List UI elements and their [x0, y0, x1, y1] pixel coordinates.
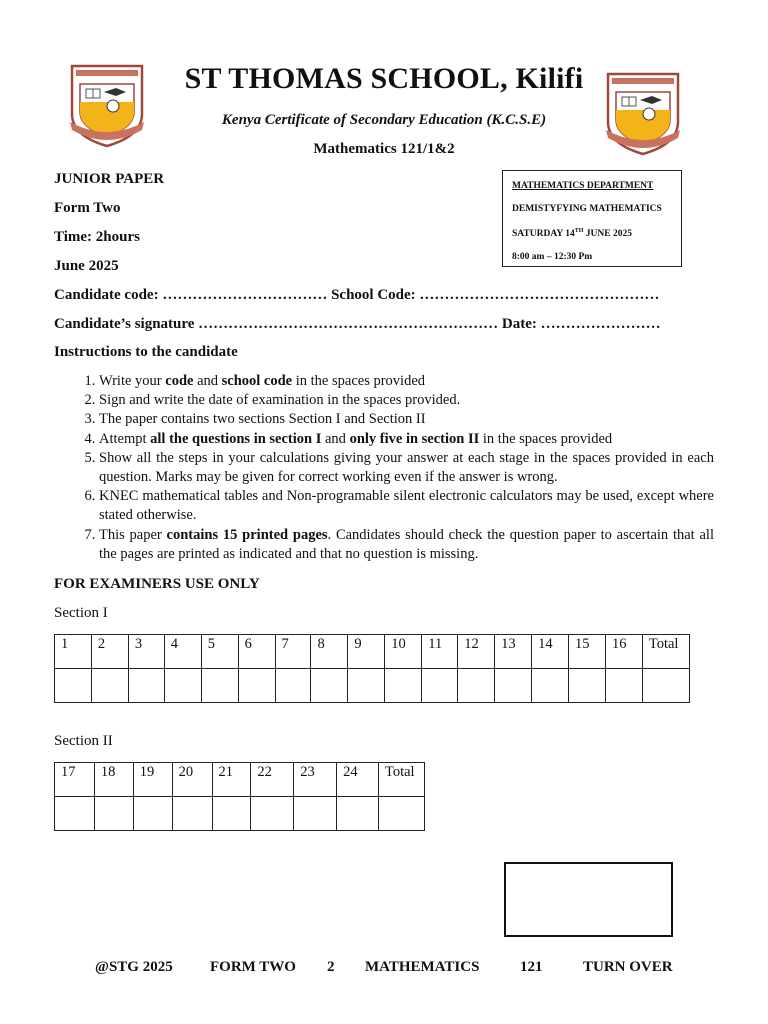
candidate-signature-line[interactable]: Candidate’s signature …………………………………………………… Date: …………………… — [54, 316, 661, 332]
score-cell[interactable] — [164, 669, 201, 703]
question-number-cell: 23 — [294, 763, 337, 797]
score-cell[interactable] — [458, 669, 495, 703]
instructions-heading: Instructions to the candidate — [54, 344, 238, 360]
subject-code: Mathematics 121/1&2 — [313, 141, 455, 157]
score-cell[interactable] — [569, 669, 606, 703]
instruction-item: 1. Write your code and school code in the spaces provided — [99, 372, 714, 391]
score-cell[interactable] — [495, 669, 532, 703]
section2-header-row — [55, 763, 425, 797]
question-number-cell: 15 — [569, 635, 606, 669]
question-number-cell: 12 — [458, 635, 495, 669]
exam-body-title: Kenya Certificate of Secondary Education (K.C.S.E) — [221, 112, 547, 128]
department-name: MATHEMATICS DEPARTMENT — [512, 181, 654, 191]
question-number-cell: 16 — [605, 635, 642, 669]
score-cell[interactable] — [172, 797, 212, 831]
instruction-item: 5. Show all the steps in your calculations giving your answer at each stage in the spaces provided in each question. Marks may be given for correct working even if the answer is wrong. — [99, 449, 714, 487]
footer-code: 121 — [520, 959, 543, 975]
total-score-cell[interactable] — [379, 797, 425, 831]
candidate-code-line[interactable]: Candidate code: …………………………… School Code: ………………………………………… — [54, 287, 660, 303]
question-number-cell: 9 — [348, 635, 385, 669]
page-footer — [95, 959, 673, 976]
question-number-cell: 14 — [532, 635, 569, 669]
score-cell[interactable] — [94, 797, 133, 831]
score-cell[interactable] — [294, 797, 337, 831]
form-level: Form Two — [54, 200, 121, 216]
instruction-item: 2. Sign and write the date of examination in the spaces provided. — [99, 391, 714, 410]
total-header-cell: Total — [379, 763, 425, 797]
score-cell[interactable] — [422, 669, 458, 703]
score-cell[interactable] — [91, 669, 128, 703]
score-cell[interactable] — [212, 797, 251, 831]
question-number-cell: 13 — [495, 635, 532, 669]
score-cell[interactable] — [55, 669, 92, 703]
exam-date: June 2025 — [54, 258, 119, 274]
footer-copyright: @STG 2025 — [95, 959, 173, 975]
question-number-cell: 22 — [251, 763, 294, 797]
total-marks-box[interactable] — [504, 862, 673, 937]
question-number-cell: 19 — [133, 763, 172, 797]
section1-score-table — [54, 634, 690, 703]
footer-page-number: 2 — [327, 959, 335, 975]
section2-score-table — [54, 762, 425, 831]
question-number-cell: 7 — [275, 635, 311, 669]
footer-turn-over: TURN OVER — [583, 959, 673, 975]
question-number-cell: 21 — [212, 763, 251, 797]
department-time: 8:00 am – 12:30 Pm — [512, 251, 593, 262]
question-number-cell: 2 — [91, 635, 128, 669]
score-cell[interactable] — [348, 669, 385, 703]
question-number-cell: 8 — [311, 635, 348, 669]
score-cell[interactable] — [337, 797, 379, 831]
instruction-item: 7. This paper contains 15 printed pages. Candidates should check the question paper to ascertain that all the pages are printed as indicated and that no question is missing. — [99, 526, 714, 564]
score-cell[interactable] — [201, 669, 238, 703]
instruction-item: 6. KNEC mathematical tables and Non-programable silent electronic calculators may be used, except where stated otherwise. — [99, 487, 714, 525]
instruction-item: 3. The paper contains two sections Section I and Section II — [99, 410, 714, 429]
footer-form: FORM TWO — [210, 959, 296, 975]
score-cell[interactable] — [133, 797, 172, 831]
school-title: ST THOMAS SCHOOL, Kilifi — [184, 62, 584, 95]
section2-score-row — [55, 797, 425, 831]
score-cell[interactable] — [532, 669, 569, 703]
question-number-cell: 11 — [422, 635, 458, 669]
question-number-cell: 5 — [201, 635, 238, 669]
paper-level: JUNIOR PAPER — [54, 171, 165, 187]
section1-header-row — [55, 635, 690, 669]
question-number-cell: 10 — [385, 635, 422, 669]
question-number-cell: 24 — [337, 763, 379, 797]
instructions-list — [54, 372, 714, 564]
department-motto: DEMISTYFYING MATHEMATICS — [512, 203, 662, 214]
score-cell[interactable] — [128, 669, 164, 703]
examiners-heading: FOR EXAMINERS USE ONLY — [54, 576, 260, 592]
total-score-cell[interactable] — [642, 669, 689, 703]
department-date: SATURDAY 14TH JUNE 2025 — [512, 228, 632, 240]
total-header-cell: Total — [642, 635, 689, 669]
question-number-cell: 6 — [238, 635, 275, 669]
section2-label: Section II — [54, 733, 113, 749]
question-number-cell: 17 — [55, 763, 95, 797]
question-number-cell: 20 — [172, 763, 212, 797]
instruction-item: 4. Attempt all the questions in section I and only five in section II in the spaces provided — [99, 430, 714, 449]
section1-label: Section I — [54, 605, 108, 621]
section1-score-row — [55, 669, 690, 703]
exam-time: Time: 2hours — [54, 229, 140, 245]
score-cell[interactable] — [385, 669, 422, 703]
footer-subject: MATHEMATICS — [365, 959, 480, 975]
score-cell[interactable] — [238, 669, 275, 703]
question-number-cell: 4 — [164, 635, 201, 669]
department-box — [502, 170, 682, 267]
score-cell[interactable] — [55, 797, 95, 831]
question-number-cell: 18 — [94, 763, 133, 797]
question-number-cell: 1 — [55, 635, 92, 669]
score-cell[interactable] — [311, 669, 348, 703]
score-cell[interactable] — [251, 797, 294, 831]
score-cell[interactable] — [275, 669, 311, 703]
score-cell[interactable] — [605, 669, 642, 703]
question-number-cell: 3 — [128, 635, 164, 669]
